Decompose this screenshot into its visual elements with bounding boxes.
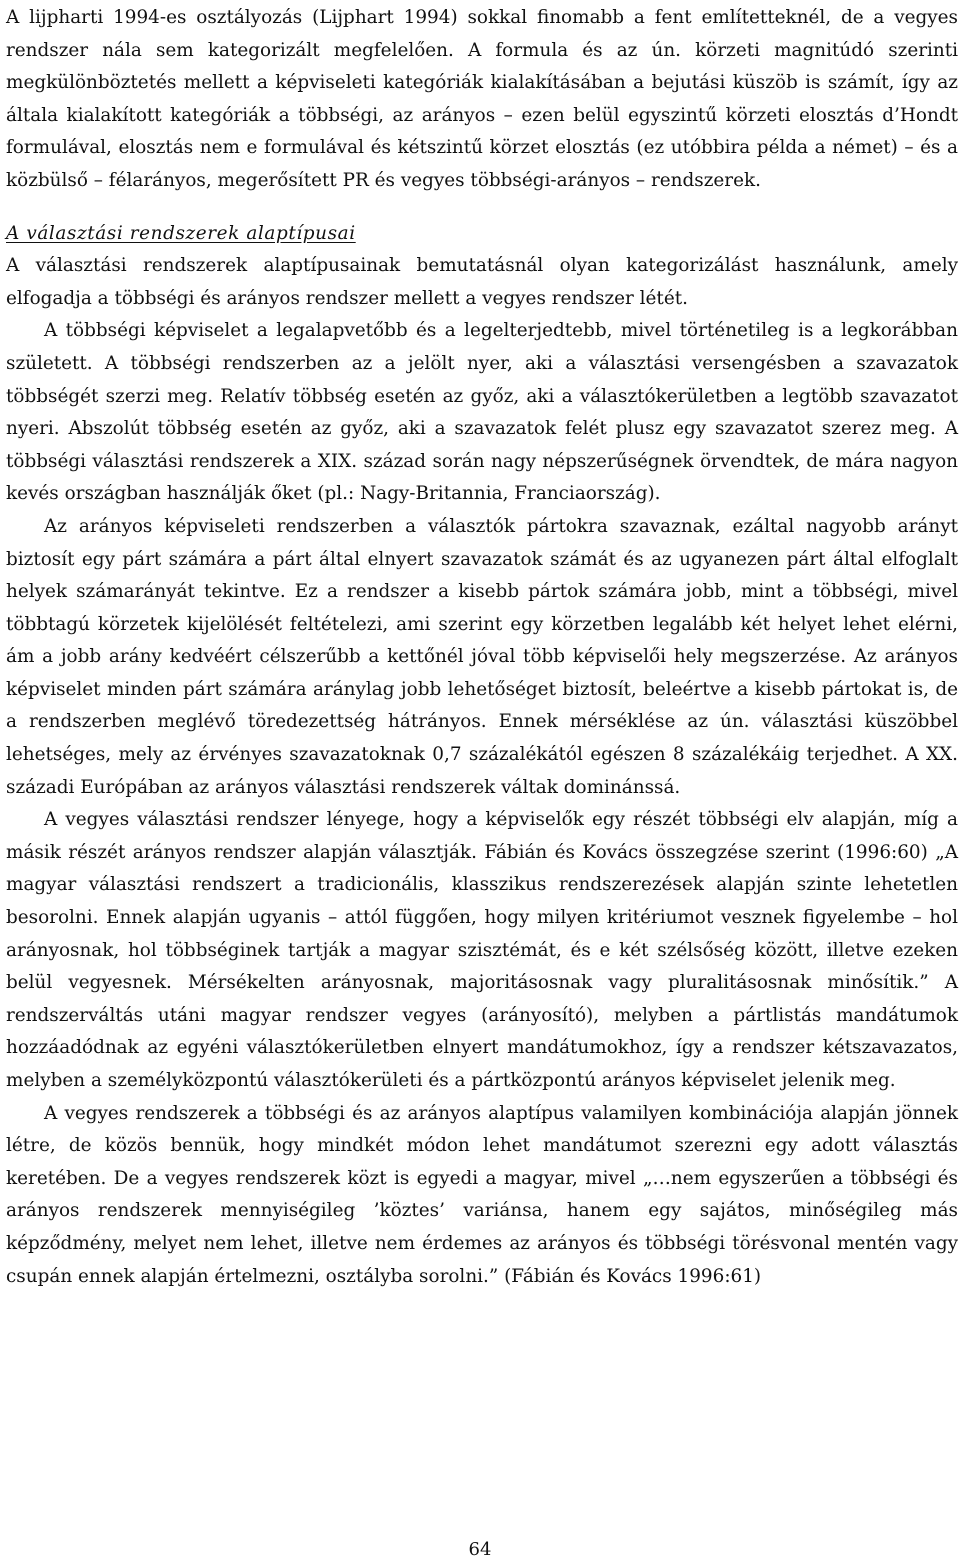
document-page <box>6 2 958 1293</box>
paragraph-2: A többségi képviselet a legalapvetőbb és a legelterjedtebb, mivel történetileg is a legkorábban született. A többségi rendszerben az a jelölt nyer, aki a választási versengésben a szavazatok többségét szerzi meg. Relatív többség esetén az győz, aki a választókerületben a legtöbb szavazatot nyeri. Abszolút többség esetén az győz, aki a szavazatok felét plusz egy szavazatot szerez meg. A többségi választási rendszerek a XIX. század során nagy népszerűségnek örvendtek, de mára nagyon kevés országban használják őket (pl.: Nagy-Britannia, Franciaország). <box>6 320 958 505</box>
paragraph-1: A választási rendszerek alaptípusainak bemutatásnál olyan kategorizálást használunk, amely elfogadja a többségi és arányos rendszer mellett a vegyes rendszer létét. <box>6 255 958 309</box>
paragraph-3: Az arányos képviseleti rendszerben a választók pártokra szavaznak, ezáltal nagyobb arányt biztosít egy párt számára a párt által elnyert szavazatok számát és az ugyanezen párt által elfoglalt helyek számarányát tekintve. Ez a rendszer a kisebb pártok számára jobb, mint a többségi, mivel többtagú körzetek kijelölését feltételezi, ami szerint egy körzetben legalább két helyet lehet elérni, ám a jobb arány kedvéért célszerűbb a kettőnél jóval több képviselői hely megszerzése. Az arányos képviselet minden párt számára aránylag jobb lehetőséget biztosít, beleértve a kisebb pártokat is, de a rendszerben meglévő töredezettség hátrányos. Ennek mérséklése az ún. választási küszöbbel lehetséges, mely az érvényes szavazatoknak 0,7 százalékától egészen 8 százalékáig terjedhet. A XX. századi Európában az arányos választási rendszerek váltak dominánssá. <box>6 515 958 798</box>
page-number: 64 <box>468 1539 492 1560</box>
intro-paragraph: A lijpharti 1994-es osztályozás (Lijphart 1994) sokkal finomabb a fent említetteknél, de a vegyes rendszer nála sem kategorizált megfelelően. A formula és az ún. körzeti magnitúdó szerinti megkülönböztetés mellett a képviseleti kategóriák kialakításában a bejutási küszöb is számít, így az általa kialakított kategóriák a többségi, az arányos – ezen belül egyszintű körzeti elosztás d’Hondt formulával, elosztás nem e formulával és kétszintű körzet elosztás (ez utóbbira példa a német) – és a közbülső – félarányos, megerősített PR és vegyes többségi-arányos – rendszerek. <box>6 7 958 191</box>
paragraph-4: A vegyes választási rendszer lényege, hogy a képviselők egy részét többségi elv alapján, míg a másik részét arányos rendszer alapján választják. Fábián és Kovács összegzése szerint (1996:60) „A magyar választási rendszert a tradicionális, klasszikus rendszerezések alapján szinte lehetetlen besorolni. Ennek alapján ugyanis – attól függően, hogy milyen kritériumot vesznek figyelembe – hol arányosnak, hol többséginek tartják a magyar szisztémát, és e két szélsőség között, illetve ezeken belül vegyesnek. Mérsékelten arányosnak, majoritásosnak vagy pluralitásosnak minősítik.” A rendszerváltás utáni magyar rendszer vegyes (arányosító), melyben a pártlistás mandátumok hozzáadódnak az egyéni választókerületben elnyert mandátumokhoz, így a rendszer kétszavazatos, melyben a személyközpontú választókerületi és a pártközpontú arányos képviselet jelenik meg. <box>6 809 958 1091</box>
section-heading: A választási rendszerek alaptípusai <box>6 222 356 244</box>
paragraph-5: A vegyes rendszerek a többségi és az arányos alaptípus valamilyen kombinációja alapján jönnek létre, de közös bennük, hogy mindkét módon lehet mandátumot szerezni egy adott választás keretében. De a vegyes rendszerek közt is egyedi a magyar, mivel „…nem egyszerűen a többségi és arányos rendszerek mennyiségileg ’köztes’ variánsa, hanem egy sajátos, minőségileg más képződmény, melyet nem lehet, illetve nem érdemes az arányos és többségi törésvonal mentén vagy csupán ennek alapján értelmezni, osztályba sorolni.” (Fábián és Kovács 1996:61) <box>6 1102 958 1287</box>
